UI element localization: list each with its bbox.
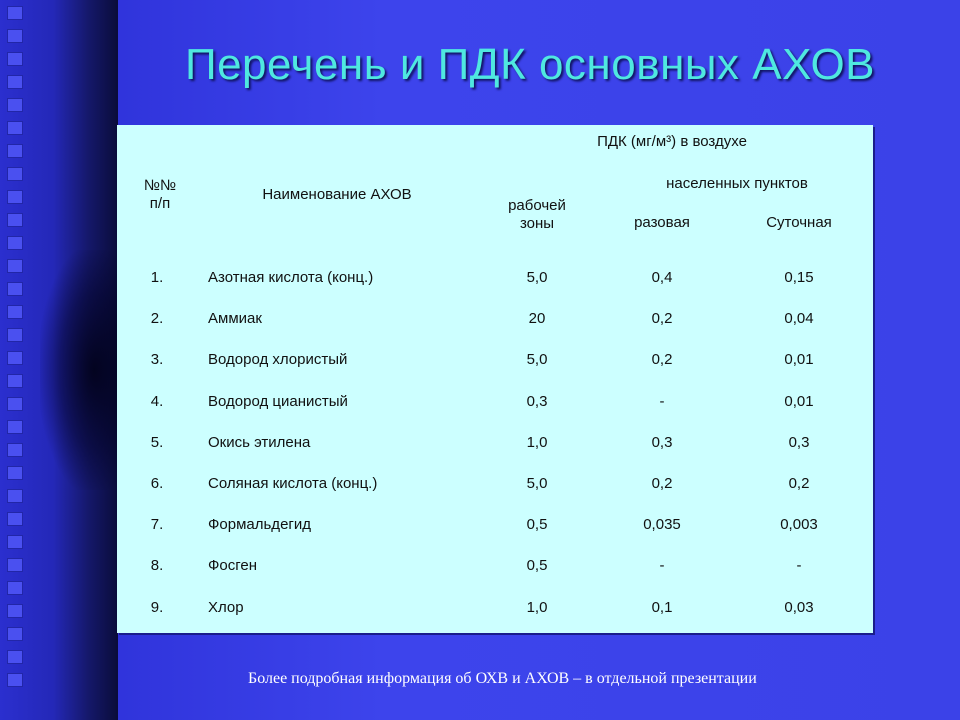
filmstrip-hole xyxy=(7,305,23,319)
row-substance-name: Окись этилена xyxy=(208,434,311,451)
header-name: Наименование АХОВ xyxy=(262,186,412,203)
row-single-value: 0,2 xyxy=(651,351,673,368)
filmstrip-hole xyxy=(7,374,23,388)
footer-note: Более подробная информация об ОХВ и АХОВ – в отдельной презентации xyxy=(248,670,757,687)
filmstrip-hole xyxy=(7,190,23,204)
row-number: 7. xyxy=(150,516,164,533)
header-work-line2: зоны xyxy=(519,215,555,232)
filmstrip-hole xyxy=(7,443,23,457)
filmstrip-hole xyxy=(7,512,23,526)
row-substance-name: Фосген xyxy=(208,557,258,574)
row-daily-value: - xyxy=(796,557,802,574)
filmstrip-hole xyxy=(7,259,23,273)
filmstrip-hole xyxy=(7,29,23,43)
filmstrip-hole xyxy=(7,328,23,342)
header-number xyxy=(125,177,195,213)
row-substance-name: Азотная кислота (конц.) xyxy=(208,269,374,286)
filmstrip-hole xyxy=(7,213,23,227)
filmstrip-hole xyxy=(7,420,23,434)
row-number: 8. xyxy=(150,557,164,574)
filmstrip-hole xyxy=(7,466,23,480)
filmstrip-hole xyxy=(7,535,23,549)
row-single-value: 0,035 xyxy=(643,516,681,533)
filmstrip-hole xyxy=(7,167,23,181)
row-single-value: - xyxy=(659,393,665,410)
filmstrip-holes xyxy=(7,6,25,696)
row-daily-value: 0,01 xyxy=(784,393,814,410)
header-daily: Суточная xyxy=(766,214,832,231)
row-number: 4. xyxy=(150,393,164,410)
header-number-line2: п/п xyxy=(149,195,171,212)
filmstrip-hole xyxy=(7,236,23,250)
row-substance-name: Хлор xyxy=(208,599,244,616)
row-single-value: 0,3 xyxy=(651,434,673,451)
filmstrip-hole xyxy=(7,627,23,641)
slide-title: Перечень и ПДК основных АХОВ xyxy=(184,40,876,89)
row-number: 6. xyxy=(150,475,164,492)
row-single-value: 0,2 xyxy=(651,475,673,492)
row-work-zone-value: 5,0 xyxy=(526,269,548,286)
row-number: 9. xyxy=(150,599,164,616)
filmstrip-hole xyxy=(7,144,23,158)
pdk-table xyxy=(117,125,873,633)
filmstrip-hole xyxy=(7,52,23,66)
row-work-zone-value: 20 xyxy=(528,310,546,327)
row-daily-value: 0,2 xyxy=(788,475,810,492)
row-single-value: 0,2 xyxy=(651,310,673,327)
row-work-zone-value: 0,3 xyxy=(526,393,548,410)
row-number: 1. xyxy=(150,269,164,286)
row-substance-name: Водород цианистый xyxy=(208,393,348,410)
row-substance-name: Формальдегид xyxy=(208,516,312,533)
filmstrip-hole xyxy=(7,98,23,112)
row-number: 2. xyxy=(150,310,164,327)
row-number: 3. xyxy=(150,351,164,368)
row-daily-value: 0,04 xyxy=(784,310,814,327)
filmstrip-hole xyxy=(7,673,23,687)
row-substance-name: Аммиак xyxy=(208,310,262,327)
row-substance-name: Водород хлористый xyxy=(208,351,348,368)
row-daily-value: 0,003 xyxy=(780,516,818,533)
filmstrip-hole xyxy=(7,650,23,664)
header-pdk-group: ПДК (мг/м³) в воздухе xyxy=(597,133,747,150)
filmstrip-hole xyxy=(7,558,23,572)
filmstrip-hole xyxy=(7,75,23,89)
header-work-line1: рабочей xyxy=(508,197,566,214)
filmstrip-hole xyxy=(7,351,23,365)
row-work-zone-value: 5,0 xyxy=(526,475,548,492)
row-single-value: 0,1 xyxy=(651,599,673,616)
row-daily-value: 0,03 xyxy=(784,599,814,616)
header-number-line1: №№ xyxy=(143,177,177,194)
row-work-zone-value: 0,5 xyxy=(526,516,548,533)
row-work-zone-value: 1,0 xyxy=(526,599,548,616)
filmstrip-hole xyxy=(7,604,23,618)
row-work-zone-value: 5,0 xyxy=(526,351,548,368)
filmstrip-hole xyxy=(7,581,23,595)
row-work-zone-value: 1,0 xyxy=(526,434,548,451)
filmstrip-hole xyxy=(7,489,23,503)
row-number: 5. xyxy=(150,434,164,451)
row-work-zone-value: 0,5 xyxy=(526,557,548,574)
header-single: разовая xyxy=(634,214,690,231)
header-populated: населенных пунктов xyxy=(666,175,808,192)
filmstrip-hole xyxy=(7,282,23,296)
row-single-value: 0,4 xyxy=(651,269,673,286)
filmstrip-hole xyxy=(7,397,23,411)
row-daily-value: 0,01 xyxy=(784,351,814,368)
filmstrip-hole xyxy=(7,121,23,135)
header-work-zone xyxy=(497,197,577,233)
row-single-value: - xyxy=(659,557,665,574)
filmstrip-hole xyxy=(7,6,23,20)
row-daily-value: 0,3 xyxy=(788,434,810,451)
row-daily-value: 0,15 xyxy=(784,269,814,286)
row-substance-name: Соляная кислота (конц.) xyxy=(208,475,378,492)
